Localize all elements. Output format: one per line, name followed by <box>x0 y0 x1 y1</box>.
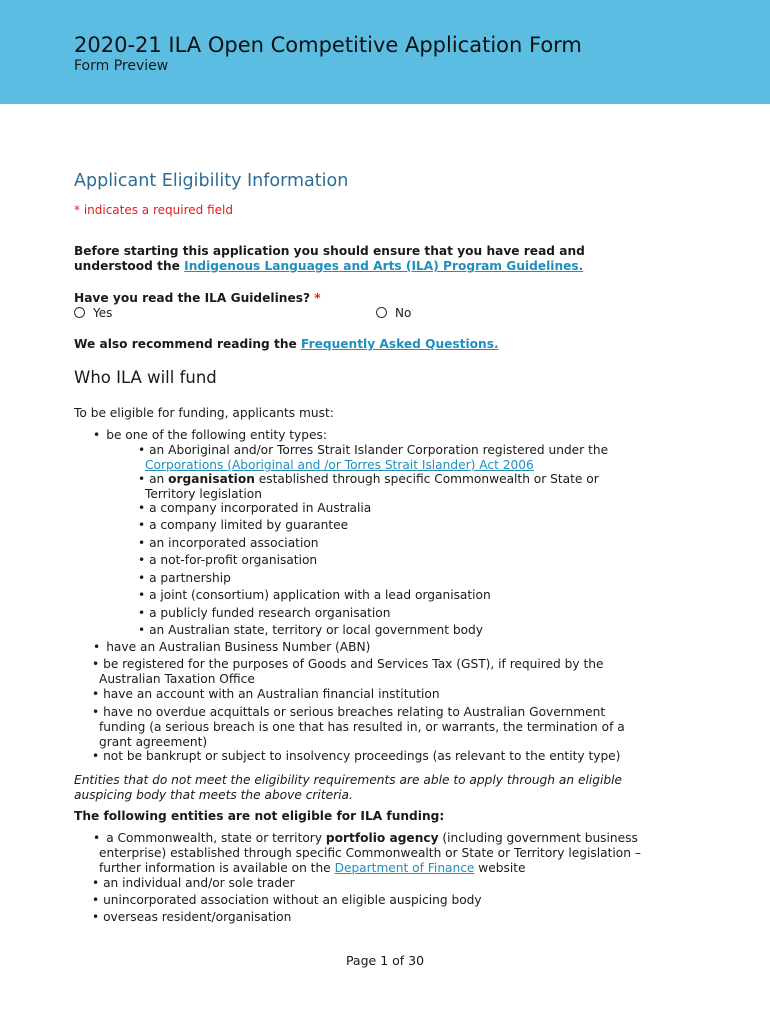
entity-item: • a publicly funded research organisation <box>138 606 391 620</box>
entity-item-text: a not-for-profit organisation <box>149 553 318 567</box>
form-title: 2020-21 ILA Open Competitive Application Form <box>74 33 582 57</box>
finance-suffix: website <box>474 861 526 875</box>
question-label: Have you read the ILA Guidelines? <box>74 291 311 305</box>
not-eligible-text: an individual and/or sole trader <box>103 876 295 890</box>
not-eligible-heading: The following entities are not eligible for ILA funding: <box>74 809 445 823</box>
entity-types-item <box>93 428 327 443</box>
not-eligible-text: overseas resident/organisation <box>103 910 292 924</box>
entity-organisation-line1: • an organisation established through specific Commonwealth or State or <box>138 472 599 486</box>
entity-item-text: a joint (consortium) application with a lead organisation <box>149 588 491 602</box>
entity-item: • a company incorporated in Australia <box>138 501 372 515</box>
ila-guidelines-link[interactable]: Indigenous Languages and Arts (ILA) Program Guidelines. <box>184 259 584 273</box>
who-ila-will-fund-heading: Who ILA will fund <box>74 368 217 387</box>
bankrupt-text: not be bankrupt or subject to insolvency proceedings (as relevant to the entity type) <box>103 749 621 763</box>
not-eligible-item: • unincorporated association without an eligible auspicing body <box>92 893 482 907</box>
intro-text-line1: Before starting this application you should ensure that you have read and <box>74 244 585 258</box>
entity-item-text: a partnership <box>149 571 231 585</box>
entity-org-prefix: an <box>149 472 169 486</box>
faq-prefix: We also recommend reading the <box>74 337 302 351</box>
radio-yes[interactable] <box>74 306 112 320</box>
department-of-finance-link[interactable]: Department of Finance <box>334 861 475 875</box>
required-mark: * <box>314 291 321 305</box>
auspicing-note-line2: auspicing body that meets the above criteria. <box>74 788 353 802</box>
entity-item: • a company limited by guarantee <box>138 518 349 532</box>
form-subtitle: Form Preview <box>74 58 169 74</box>
entity-item: • a partnership <box>138 571 231 585</box>
intro-text-prefix: understood the <box>74 259 185 273</box>
not-eligible-text: unincorporated association without an eligible auspicing body <box>103 893 482 907</box>
portfolio-agency-line3 <box>99 861 526 876</box>
section-title: Applicant Eligibility Information <box>74 171 349 191</box>
faq-link[interactable]: Frequently Asked Questions. <box>301 337 499 351</box>
overdue-requirement-line2: funding (a serious breach is one that has resulted in, or warrants, the termination of a <box>99 720 625 734</box>
entity-org-suffix: established through specific Commonwealth or State or <box>254 472 599 486</box>
not-eligible-item: • an individual and/or sole trader <box>92 876 295 890</box>
entity-item-text: a publicly funded research organisation <box>149 606 391 620</box>
intro-text-line2 <box>74 259 583 274</box>
gst-requirement-line2: Australian Taxation Office <box>99 672 255 686</box>
guidelines-question <box>74 291 321 306</box>
radio-no-circle[interactable] <box>376 307 387 318</box>
portfolio-agency-line1 <box>93 831 638 846</box>
finance-prefix: further information is available on the <box>99 861 335 875</box>
radio-no[interactable] <box>376 306 411 320</box>
entity-item: • an Australian state, territory or local government body <box>138 623 484 637</box>
portfolio-prefix: a Commonwealth, state or territory <box>106 831 326 845</box>
radio-no-label: No <box>395 306 412 320</box>
entity-organisation-line2: Territory legislation <box>145 487 262 501</box>
entity-types-text: be one of the following entity types: <box>106 428 327 442</box>
entity-org-bold: organisation <box>168 472 255 486</box>
entity-item: • a joint (consortium) application with a lead organisation <box>138 588 491 602</box>
portfolio-bold: portfolio agency <box>325 831 439 845</box>
portfolio-agency-line2: enterprise) established through specific Commonwealth or State or Territory legislation – <box>99 846 641 860</box>
entity-item: • an incorporated association <box>138 536 319 550</box>
entity-item: • a not-for-profit organisation <box>138 553 318 567</box>
eligibility-intro: To be eligible for funding, applicants must: <box>74 406 334 420</box>
corporations-act-link[interactable]: Corporations (Aboriginal and /or Torres Strait Islander) Act 2006 <box>145 458 534 472</box>
portfolio-suffix: (including government business <box>438 831 638 845</box>
bankrupt-requirement: • not be bankrupt or subject to insolvency proceedings (as relevant to the entity type) <box>92 749 621 763</box>
abn-requirement <box>93 640 370 655</box>
faq-recommendation <box>74 337 499 352</box>
overdue-requirement-line1: • have no overdue acquittals or serious breaches relating to Australian Government <box>92 705 606 719</box>
page-number: Page 1 of 30 <box>345 953 425 968</box>
gst-requirement-line1: • be registered for the purposes of Goods and Services Tax (GST), if required by the <box>92 657 604 671</box>
required-field-note: * indicates a required field <box>74 203 233 217</box>
entity-aboriginal-line1: • an Aboriginal and/or Torres Strait Islander Corporation registered under the <box>138 443 609 457</box>
radio-yes-label: Yes <box>93 306 113 320</box>
overdue-requirement-line3: grant agreement) <box>99 735 208 749</box>
page-header <box>0 0 770 104</box>
entity-item-text: an Australian state, territory or local government body <box>149 623 484 637</box>
bank-requirement: • have an account with an Australian financial institution <box>92 687 440 701</box>
entity-item-text: a company limited by guarantee <box>149 518 349 532</box>
bank-text: have an account with an Australian financial institution <box>103 687 440 701</box>
entity-item-text: a company incorporated in Australia <box>149 501 372 515</box>
abn-text: have an Australian Business Number (ABN) <box>106 640 371 654</box>
entity-item-text: an incorporated association <box>149 536 319 550</box>
auspicing-note-line1: Entities that do not meet the eligibility requirements are able to apply through an eligible <box>74 773 622 787</box>
entity-aboriginal-text: an Aboriginal and/or Torres Strait Islander Corporation registered under the <box>149 443 609 457</box>
radio-yes-circle[interactable] <box>74 307 85 318</box>
not-eligible-item: • overseas resident/organisation <box>92 910 292 924</box>
overdue-text: have no overdue acquittals or serious breaches relating to Australian Government <box>103 705 606 719</box>
gst-text: be registered for the purposes of Goods and Services Tax (GST), if required by the <box>103 657 604 671</box>
